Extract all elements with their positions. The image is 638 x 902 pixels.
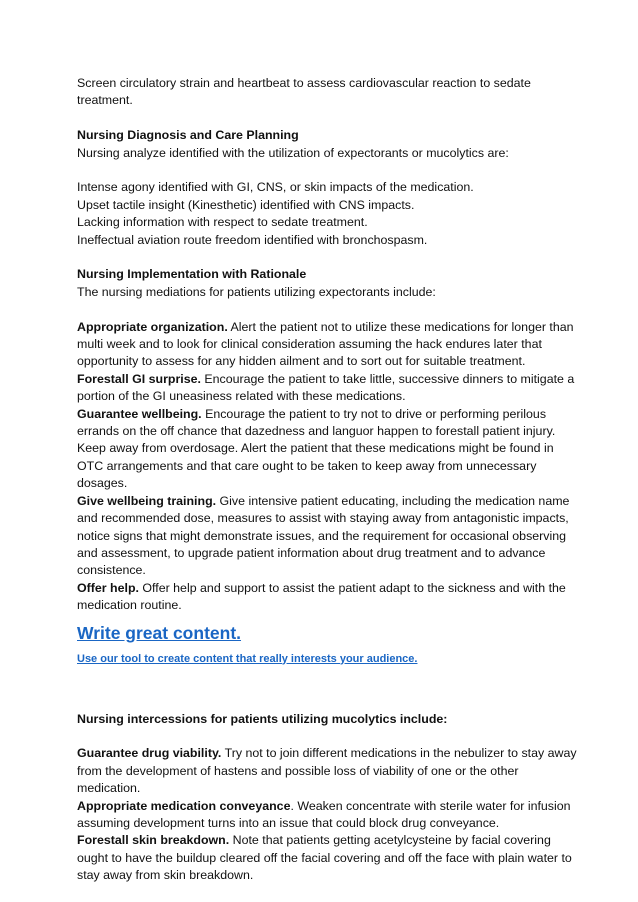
- diagnosis-item: Lacking information with respect to sedate treatment.: [77, 215, 368, 230]
- mucolytics-item: [77, 798, 577, 833]
- mucolytics-item: [77, 745, 577, 797]
- implementation-item: [77, 406, 577, 493]
- item-title: Guarantee drug viability.: [77, 746, 222, 761]
- mucolytics-item: [77, 832, 577, 884]
- item-text: Try not to join different medications in the nebulizer to stay away from the development of hastens and possible loss of viability of one or the other medication.: [77, 746, 577, 796]
- item-title: Forestall skin breakdown.: [77, 833, 230, 848]
- promo-title-link[interactable]: Write great content.: [77, 622, 242, 643]
- item-text: Note that patients getting acetylcysteine by facial covering ought to have the buildup cleared off the facial covering and off the face with plain water to stay away from skin breakdown.: [77, 833, 572, 883]
- item-title: Guarantee wellbeing.: [77, 406, 202, 421]
- mucolytics-heading: Nursing intercessions for patients utilizing mucolytics include:: [77, 711, 448, 726]
- diagnosis-item: Ineffectual aviation route freedom identified with bronchospasm.: [77, 232, 428, 247]
- diagnosis-heading: Nursing Diagnosis and Care Planning: [77, 128, 299, 143]
- document-page: [77, 75, 577, 885]
- implementation-item: [77, 580, 577, 615]
- item-text: Offer help and support to assist the patient adapt to the sickness and with the medication routine.: [77, 580, 566, 613]
- implementation-item: [77, 493, 577, 580]
- item-text: Alert the patient not to utilize these medications for longer than multi week and to look for clinical consideration assuming the hack endures later that opportunity to assess for any hidden ailment and to sort out for suitable treatment.: [77, 319, 574, 369]
- implementation-item: [77, 371, 577, 406]
- item-text: Encourage the patient to try not to drive or performing perilous errands on the off chance that dazedness and languor happen to forestall patient injury. Keep away from overdosage. Alert the patient that these medications might be found in OTC arrangements and that care ought to be taken to keep away from unnecessary dosages.: [77, 406, 556, 491]
- item-text: Give intensive patient educating, including the medication name and recommended dose, measures to assist with staying away from antagonistic impacts, notice signs that might demonstrate issues, and the requirement for occasional observing and assessment, to upgrade patient information about drug treatment and to advance consistence.: [77, 493, 570, 578]
- diagnosis-lead: Nursing analyze identified with the utilization of expectorants or mucolytics are:: [77, 145, 509, 160]
- item-title: Give wellbeing training.: [77, 493, 217, 508]
- item-title: Forestall GI surprise.: [77, 371, 201, 386]
- implementation-lead: The nursing mediations for patients utilizing expectorants include:: [77, 284, 436, 299]
- diagnosis-item: Intense agony identified with GI, CNS, or skin impacts of the medication.: [77, 180, 474, 195]
- implementation-item: [77, 319, 577, 371]
- promo-subtitle-link[interactable]: Use our tool to create content that really interests your audience.: [77, 652, 418, 665]
- diagnosis-item: Upset tactile insight (Kinesthetic) identified with CNS impacts.: [77, 197, 415, 212]
- implementation-heading: Nursing Implementation with Rationale: [77, 267, 307, 282]
- item-title: Appropriate medication conveyance: [77, 798, 291, 813]
- item-title: Appropriate organization.: [77, 319, 228, 334]
- item-title: Offer help.: [77, 580, 139, 595]
- intro-paragraph: Screen circulatory strain and heartbeat to assess cardiovascular reaction to sedate treatment.: [77, 76, 531, 108]
- item-text: Encourage the patient to take little, successive dinners to mitigate a portion of the GI uneasiness related with these medications.: [77, 371, 575, 404]
- item-text: . Weaken concentrate with sterile water for infusion assuming development turns into an issue that could block drug conveyance.: [77, 798, 571, 830]
